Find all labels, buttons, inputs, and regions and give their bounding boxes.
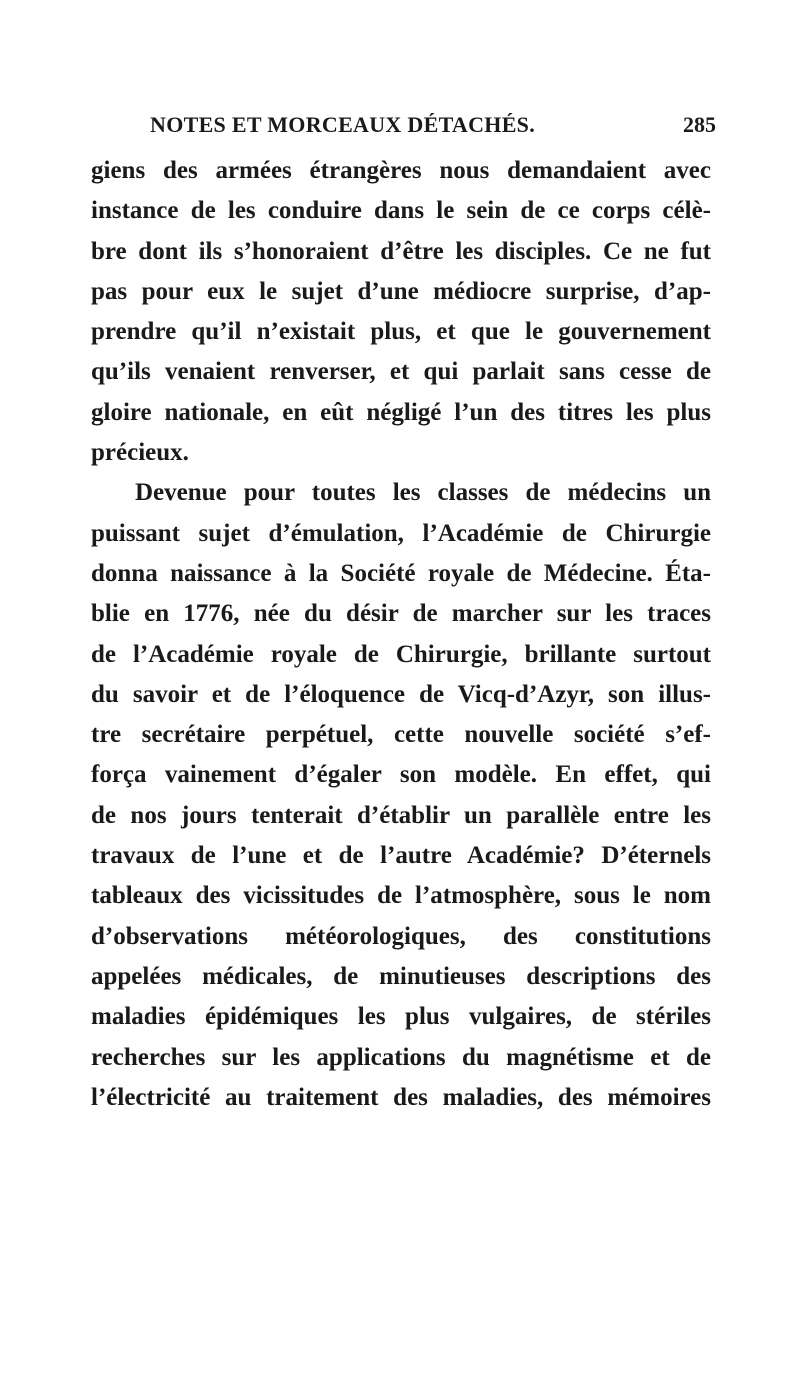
text-line: puissant sujet d’émulation, l’Académie de Chirurgie: [91, 519, 711, 547]
text-line: du savoir et de l’éloquence de Vicq-d’Azyr, son illus-: [91, 680, 711, 708]
running-title: NOTES ET MORCEAUX DÉTACHÉS.: [150, 112, 536, 137]
running-head: [0, 112, 800, 146]
text-line: d’observations météorologiques, des constitutions: [91, 922, 711, 950]
text-line: l’électricité au traitement des maladies, des mémoires: [91, 1083, 711, 1111]
text-line: força vainement d’égaler son modèle. En effet, qui: [91, 761, 711, 789]
text-line: prendre qu’il n’existait plus, et que le gouvernement: [91, 318, 711, 346]
text-line: appelées médicales, de minutieuses descriptions des: [91, 962, 711, 990]
text-line: maladies épidémiques les plus vulgaires, de stériles: [91, 1003, 711, 1031]
text-line: instance de les conduire dans le sein de ce corps célè-: [91, 197, 711, 225]
text-line: giens des armées étrangères nous demandaient avec: [91, 157, 711, 184]
paragraph-first-line: Devenue pour toutes les classes de médecins un: [135, 479, 711, 507]
text-line: tre secrétaire perpétuel, cette nouvelle société s’ef-: [91, 721, 711, 749]
text-line: recherches sur les applications du magnétisme et de: [91, 1043, 711, 1071]
text-line: bre dont ils s’honoraient d’être les disciples. Ce ne fut: [91, 237, 711, 265]
body-text: [91, 151, 711, 1118]
text-line: précieux.: [91, 439, 189, 467]
text-line: gloire nationale, en eût négligé l’un des titres les plus: [91, 398, 711, 426]
text-line: pas pour eux le sujet d’une médiocre surprise, d’ap-: [91, 277, 711, 305]
text-line: de nos jours tenterait d’établir un parallèle entre les: [91, 801, 711, 829]
text-line: qu’ils venaient renverser, et qui parlait sans cesse de: [91, 358, 711, 386]
text-line: travaux de l’une et de l’autre Académie? D’éternels: [91, 842, 711, 870]
text-line: donna naissance à la Société royale de Médecine. Éta-: [91, 559, 711, 587]
text-line: de l’Académie royale de Chirurgie, brillante surtout: [91, 640, 711, 668]
page-number: 285: [683, 112, 716, 137]
text-line: blie en 1776, née du désir de marcher sur les traces: [91, 600, 711, 628]
text-line: tableaux des vicissitudes de l’atmosphère, sous le nom: [91, 882, 711, 910]
